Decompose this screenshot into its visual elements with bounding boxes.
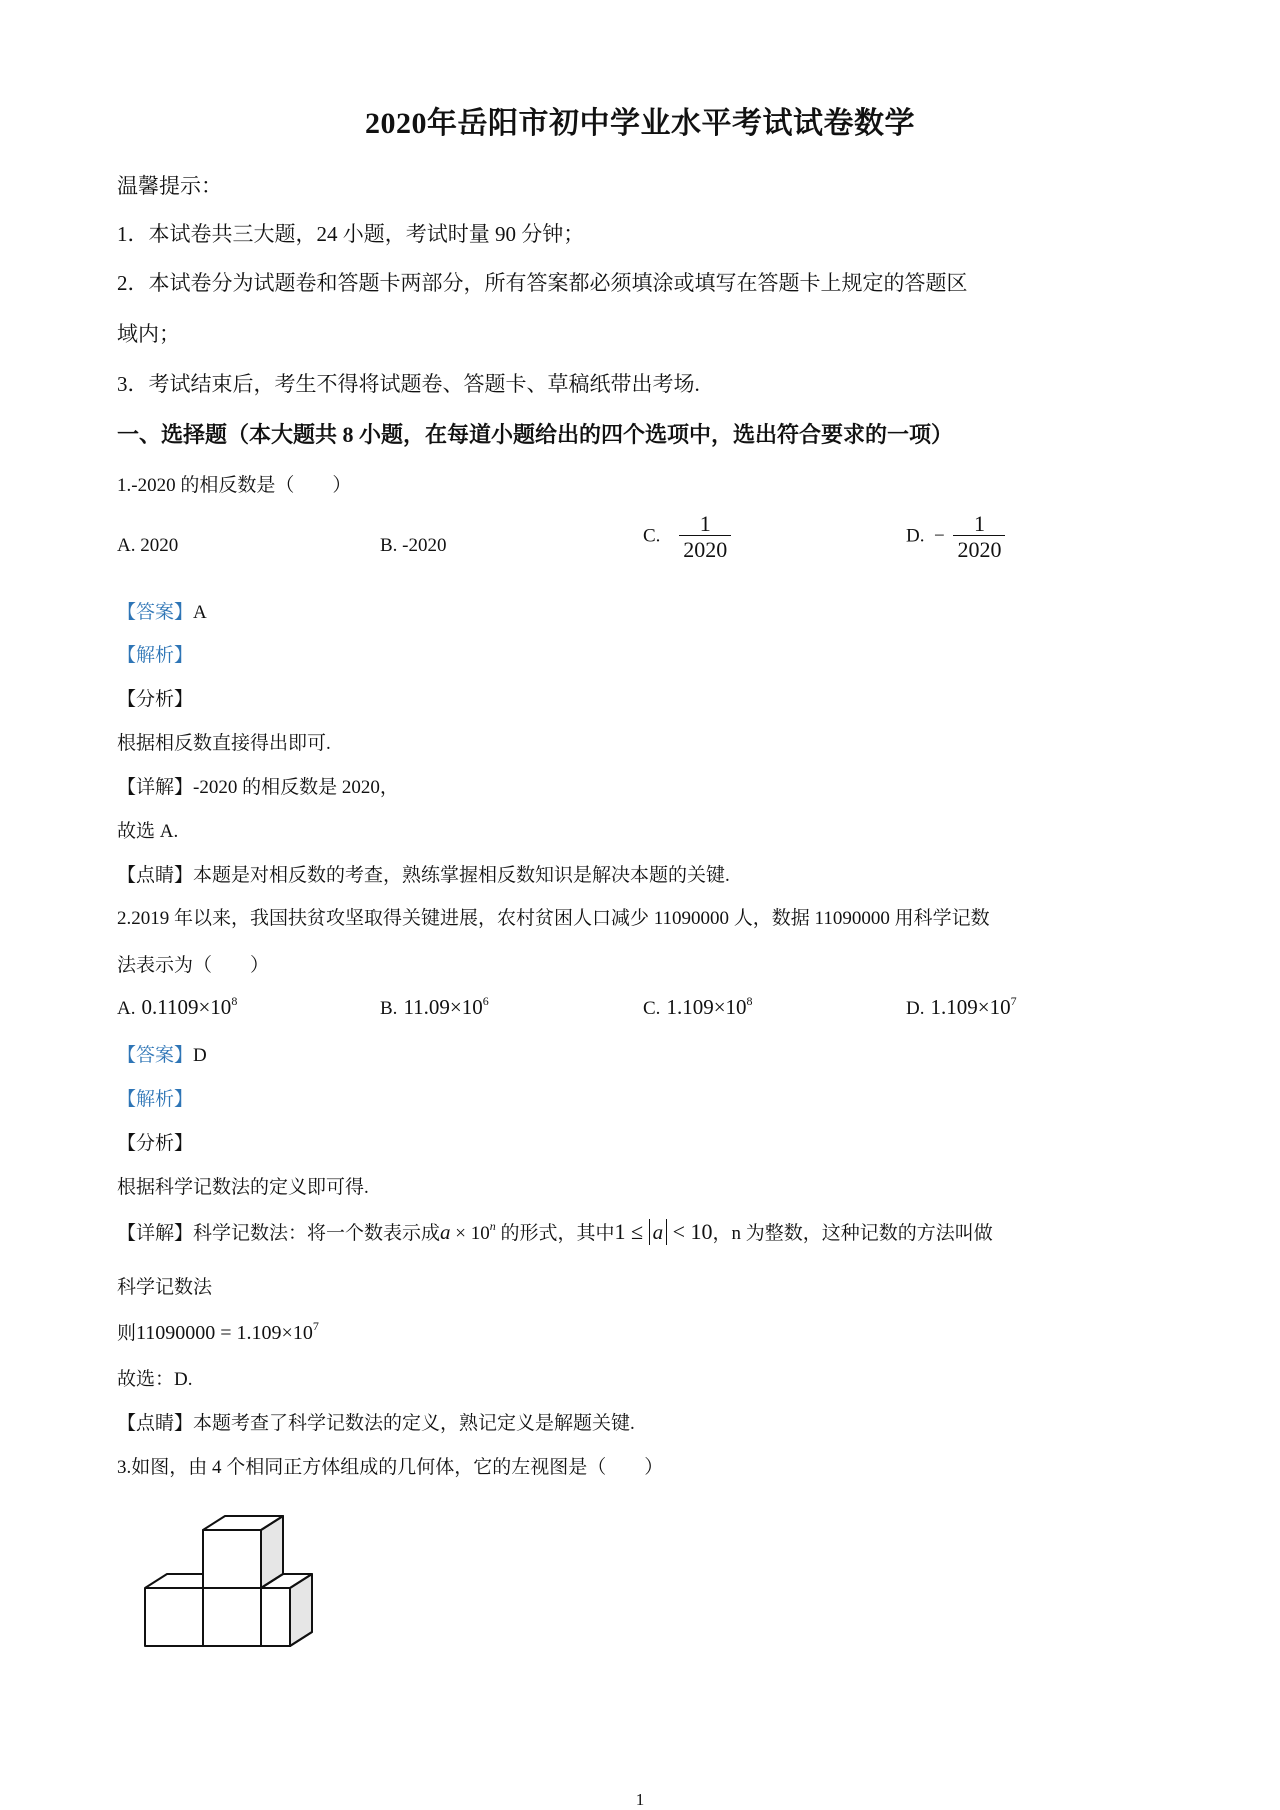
section-heading-multiple-choice: 一、选择题（本大题共 8 小题，在每道小题给出的四个选项中，选出符合要求的一项） xyxy=(117,422,954,447)
exponent: 7 xyxy=(312,1319,319,1333)
q1-option-d xyxy=(906,512,1005,561)
expression-base: 1.109×10 xyxy=(666,995,747,1019)
q2-fenxi-tag: 【分析】 xyxy=(117,1133,194,1154)
option-label: B. xyxy=(380,998,398,1019)
q1-dianjing xyxy=(117,860,730,887)
q2-xiangjie xyxy=(117,1218,993,1245)
page-title: 2020年岳阳市初中学业水平考试试卷数学 xyxy=(365,107,915,140)
tip-item-3: 3．考试结束后，考生不得将试题卷、答题卡、草稿纸带出考场. xyxy=(117,372,700,396)
math-absolute-a: a xyxy=(649,1219,668,1245)
option-expression xyxy=(141,995,237,1019)
xiangjie-text: 科学记数法：将一个数表示成 xyxy=(193,1223,441,1244)
question-2-stem-line-1: 2.2019 年以来，我国扶贫攻坚取得关键进展，农村贫困人口减少 11090000 人，数据 11090000 用科学记数 xyxy=(117,908,990,929)
answer-tag: 【答案】 xyxy=(117,602,194,623)
q1-option-c-label: C. xyxy=(643,525,661,547)
q1-option-b: B. -2020 xyxy=(380,535,447,556)
tips-heading: 温馨提示： xyxy=(117,174,222,198)
dianjing-tag: 【点睛】 xyxy=(117,865,194,886)
q1-guxuan: 故选 A. xyxy=(117,821,179,842)
q1-answer xyxy=(117,597,207,624)
option-label: D. xyxy=(906,998,925,1019)
question-2-stem-line-2: 法表示为（ ） xyxy=(117,955,270,976)
fraction-numerator: 1 xyxy=(699,511,711,536)
q1-fenxi-tag: 【分析】 xyxy=(117,689,194,710)
answer-value: A xyxy=(193,602,207,623)
xiangjie-text-post: ，n 为整数，这种记数的方法叫做 xyxy=(712,1223,993,1244)
exponent: 8 xyxy=(746,994,753,1008)
option-expression xyxy=(930,995,1016,1019)
q1-fenxi-text: 根据相反数直接得出即可. xyxy=(117,733,331,754)
fraction-denominator: 2020 xyxy=(953,535,1005,561)
q2-ze xyxy=(117,1318,319,1345)
tip-item-2: 2．本试卷分为试题卷和答题卡两部分，所有答案都必须填涂或填写在答题卡上规定的答题区 xyxy=(117,271,968,295)
q2-jiexi-tag: 【解析】 xyxy=(117,1089,194,1110)
xiangjie-tag: 【详解】 xyxy=(117,1223,194,1244)
tip-item-1: 1．本试卷共三大题，24 小题，考试时量 90 分钟； xyxy=(117,222,585,246)
q1-option-a: A. 2020 xyxy=(117,535,179,556)
expression-base: 1.109×10 xyxy=(930,995,1011,1019)
fraction xyxy=(953,512,1005,561)
exponent: 8 xyxy=(231,994,238,1008)
exponent: 7 xyxy=(1010,994,1017,1008)
ze-prefix: 则 xyxy=(117,1323,137,1344)
q2-option-b xyxy=(380,994,489,1020)
fraction-numerator: 1 xyxy=(973,511,985,536)
ze-expression: 11090000 = 1.109×10 xyxy=(136,1322,313,1344)
expression-base: 11.09×10 xyxy=(403,995,483,1019)
xiangjie-text: -2020 的相反数是 2020， xyxy=(193,777,399,798)
q2-answer xyxy=(117,1040,207,1067)
q2-fenxi-text: 根据科学记数法的定义即可得. xyxy=(117,1177,369,1198)
cube-stack-figure xyxy=(142,1500,352,1660)
answer-tag: 【答案】 xyxy=(117,1045,194,1066)
answer-value: D xyxy=(193,1045,207,1066)
question-1-stem: 1.-2020 的相反数是（ ） xyxy=(117,475,352,496)
math-variable-a: a xyxy=(440,1220,451,1244)
option-expression xyxy=(403,995,488,1019)
math-exponent-n: n xyxy=(489,1219,496,1233)
q1-option-d-label: D. − xyxy=(906,525,945,547)
q2-option-d xyxy=(906,994,1017,1020)
question-3-stem: 3.如图，由 4 个相同正方体组成的几何体，它的左视图是（ ） xyxy=(117,1457,664,1478)
q1-xiangjie xyxy=(117,772,399,799)
q2-guxuan: 故选：D. xyxy=(117,1369,193,1390)
page-number: 1 xyxy=(635,1790,645,1809)
q2-dianjing xyxy=(117,1408,635,1435)
q2-option-c xyxy=(643,994,753,1020)
fraction xyxy=(679,512,731,561)
q1-option-c xyxy=(643,512,731,561)
math-times-ten: × 10 xyxy=(450,1223,490,1244)
dianjing-text: 本题考查了科学记数法的定义，熟记定义是解题关键. xyxy=(193,1413,635,1434)
dianjing-tag: 【点睛】 xyxy=(117,1413,194,1434)
xiangjie-text-mid: 的形式，其中 xyxy=(495,1223,615,1244)
dianjing-text: 本题是对相反数的考查，熟练掌握相反数知识是解决本题的关键. xyxy=(193,865,730,886)
q2-option-a xyxy=(117,994,237,1020)
xiangjie-tag: 【详解】 xyxy=(117,777,194,798)
math-inequality-right: < 10 xyxy=(667,1219,713,1244)
q1-jiexi-tag: 【解析】 xyxy=(117,645,194,666)
exponent: 6 xyxy=(482,994,489,1008)
cube-stack-drawing xyxy=(142,1500,352,1660)
q2-xiangjie-line-2: 科学记数法 xyxy=(117,1277,213,1298)
tip-item-2-continued: 域内； xyxy=(117,322,180,346)
fraction-denominator: 2020 xyxy=(679,535,731,561)
expression-base: 0.1109×10 xyxy=(141,995,232,1019)
option-expression xyxy=(666,995,752,1019)
option-label: C. xyxy=(643,998,661,1019)
math-inequality-left: 1 ≤ xyxy=(614,1219,649,1244)
option-label: A. xyxy=(117,998,136,1019)
